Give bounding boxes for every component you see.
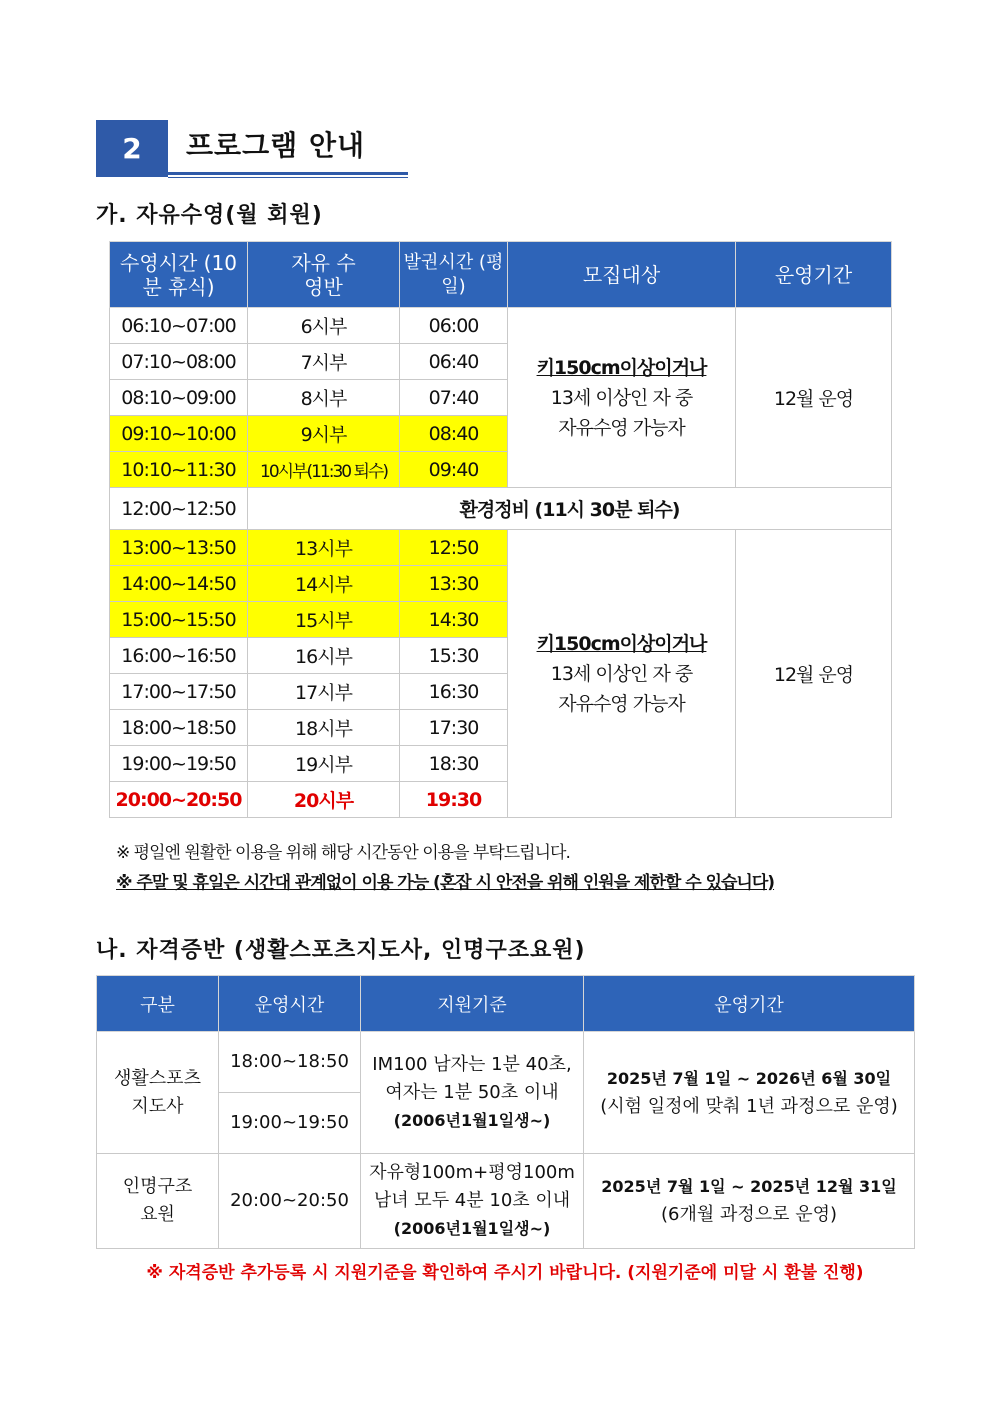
- row-ticket: 06:00: [400, 308, 508, 344]
- cert-table: [96, 975, 915, 1249]
- target-line1: 키150cm이상이거나: [536, 632, 707, 655]
- row-time: 07:10~08:00: [110, 344, 248, 380]
- sports-category: 생활스포츠 지도사: [97, 1032, 219, 1154]
- header-period: 운영기간: [584, 976, 915, 1032]
- row-time: 08:10~09:00: [110, 380, 248, 416]
- header-criteria: 지원기준: [361, 976, 584, 1032]
- section-title: 프로그램 안내: [186, 129, 366, 162]
- section-number: 2: [96, 120, 168, 177]
- criteria-birth: (2006년1월1일생~): [393, 1219, 551, 1238]
- weekend-note: ※ 주말 및 휴일은 시간대 관계없이 이용 가능 (혼잡 시 안전을 위해 인원을 제한할 수 있습니다): [116, 873, 775, 893]
- row-ticket: 18:30: [400, 746, 508, 782]
- lifeguard-criteria: [361, 1154, 584, 1249]
- sports-period: [584, 1032, 915, 1154]
- cert-footnote: ※ 자격증반 추가등록 시 지원기준을 확인하여 주시기 바랍니다. (지원기준에 미달 시 환불 진행): [146, 1263, 864, 1283]
- period-cell-am: 12월 운영: [736, 308, 892, 488]
- section-header: [96, 120, 408, 178]
- row-ticket: 13:30: [400, 566, 508, 602]
- row-time: 06:10~07:00: [110, 308, 248, 344]
- target-line3: 자유수영 가능자: [558, 416, 685, 439]
- lifeguard-category: 인명구조 요원: [97, 1154, 219, 1249]
- cert-title: 나. 자격증반 (생활스포츠지도사, 인명구조요원): [96, 938, 586, 963]
- target-cell-pm: [508, 530, 736, 818]
- row-ticket: 15:30: [400, 638, 508, 674]
- period-note: (시험 일정에 맞춰 1년 과정으로 운영): [600, 1095, 898, 1117]
- maintenance-break: 환경정비 (11시 30분 퇴수): [248, 488, 892, 530]
- weekday-note: ※ 평일엔 원활한 이용을 위해 해당 시간동안 이용을 부탁드립니다.: [116, 843, 570, 863]
- row-ticket: 08:40: [400, 416, 508, 452]
- row-class: 20시부: [248, 782, 400, 818]
- row-ticket: 09:40: [400, 452, 508, 488]
- row-time: 14:00~14:50: [110, 566, 248, 602]
- period-range: 2025년 7월 1일 ~ 2025년 12월 31일: [601, 1177, 897, 1196]
- row-time: 16:00~16:50: [110, 638, 248, 674]
- header-period: 운영기간: [736, 242, 892, 308]
- criteria-line1: IM100 남자는 1분 40초,: [372, 1053, 572, 1075]
- row-time: 17:00~17:50: [110, 674, 248, 710]
- target-line2: 13세 이상인 자 중: [550, 386, 693, 409]
- row-ticket: 12:50: [400, 530, 508, 566]
- header-time: 운영시간: [219, 976, 361, 1032]
- section-underline-thin: [168, 177, 408, 178]
- sports-time-1: 18:00~18:50: [219, 1032, 361, 1093]
- lifeguard-period: [584, 1154, 915, 1249]
- row-class: 13시부: [248, 530, 400, 566]
- free-swim-table: [109, 241, 892, 818]
- target-line2: 13세 이상인 자 중: [550, 662, 693, 685]
- header-swim-time: 수영시간 (10분 휴식): [110, 242, 248, 308]
- period-range: 2025년 7월 1일 ~ 2026년 6월 30일: [606, 1068, 892, 1088]
- row-time: 20:00~20:50: [110, 782, 248, 818]
- row-class: 17시부: [248, 674, 400, 710]
- free-swim-title: 가. 자유수영(월 회원): [96, 203, 323, 228]
- row-ticket: 07:40: [400, 380, 508, 416]
- header-target: 모집대상: [508, 242, 736, 308]
- row-class: 19시부: [248, 746, 400, 782]
- target-line1: 키150cm이상이거나: [536, 356, 707, 379]
- row-ticket: 14:30: [400, 602, 508, 638]
- header-category: 구분: [97, 976, 219, 1032]
- row-time: 18:00~18:50: [110, 710, 248, 746]
- row-class: 10시부(11:30 퇴수): [248, 452, 400, 488]
- row-class: 7시부: [248, 344, 400, 380]
- header-ticket-time: 발권시간 (평일): [400, 242, 508, 308]
- period-note: (6개월 과정으로 운영): [660, 1204, 838, 1225]
- criteria-birth: (2006년1월1일생~): [393, 1110, 551, 1130]
- row-class: 18시부: [248, 710, 400, 746]
- row-ticket: 16:30: [400, 674, 508, 710]
- sports-time-2: 19:00~19:50: [219, 1093, 361, 1154]
- row-time: 10:10~11:30: [110, 452, 248, 488]
- criteria-line2: 여자는 1분 50초 이내: [385, 1081, 559, 1103]
- lifeguard-time: 20:00~20:50: [219, 1154, 361, 1249]
- row-class: 16시부: [248, 638, 400, 674]
- target-line3: 자유수영 가능자: [558, 692, 685, 715]
- target-cell-am: [508, 308, 736, 488]
- criteria-line1: 자유형100m+평영100m: [369, 1162, 575, 1183]
- row-class: 15시부: [248, 602, 400, 638]
- row-time: 12:00~12:50: [110, 488, 248, 530]
- row-class: 9시부: [248, 416, 400, 452]
- row-class: 6시부: [248, 308, 400, 344]
- row-class: 14시부: [248, 566, 400, 602]
- row-time: 09:10~10:00: [110, 416, 248, 452]
- criteria-line2: 남녀 모두 4분 10초 이내: [373, 1190, 571, 1211]
- row-class: 8시부: [248, 380, 400, 416]
- section-underline: [168, 172, 408, 175]
- row-ticket: 19:30: [400, 782, 508, 818]
- sports-criteria: [361, 1032, 584, 1154]
- row-ticket: 17:30: [400, 710, 508, 746]
- period-cell-pm: 12월 운영: [736, 530, 892, 818]
- row-time: 15:00~15:50: [110, 602, 248, 638]
- row-time: 19:00~19:50: [110, 746, 248, 782]
- header-swim-class: 자유 수영반: [248, 242, 400, 308]
- row-time: 13:00~13:50: [110, 530, 248, 566]
- row-ticket: 06:40: [400, 344, 508, 380]
